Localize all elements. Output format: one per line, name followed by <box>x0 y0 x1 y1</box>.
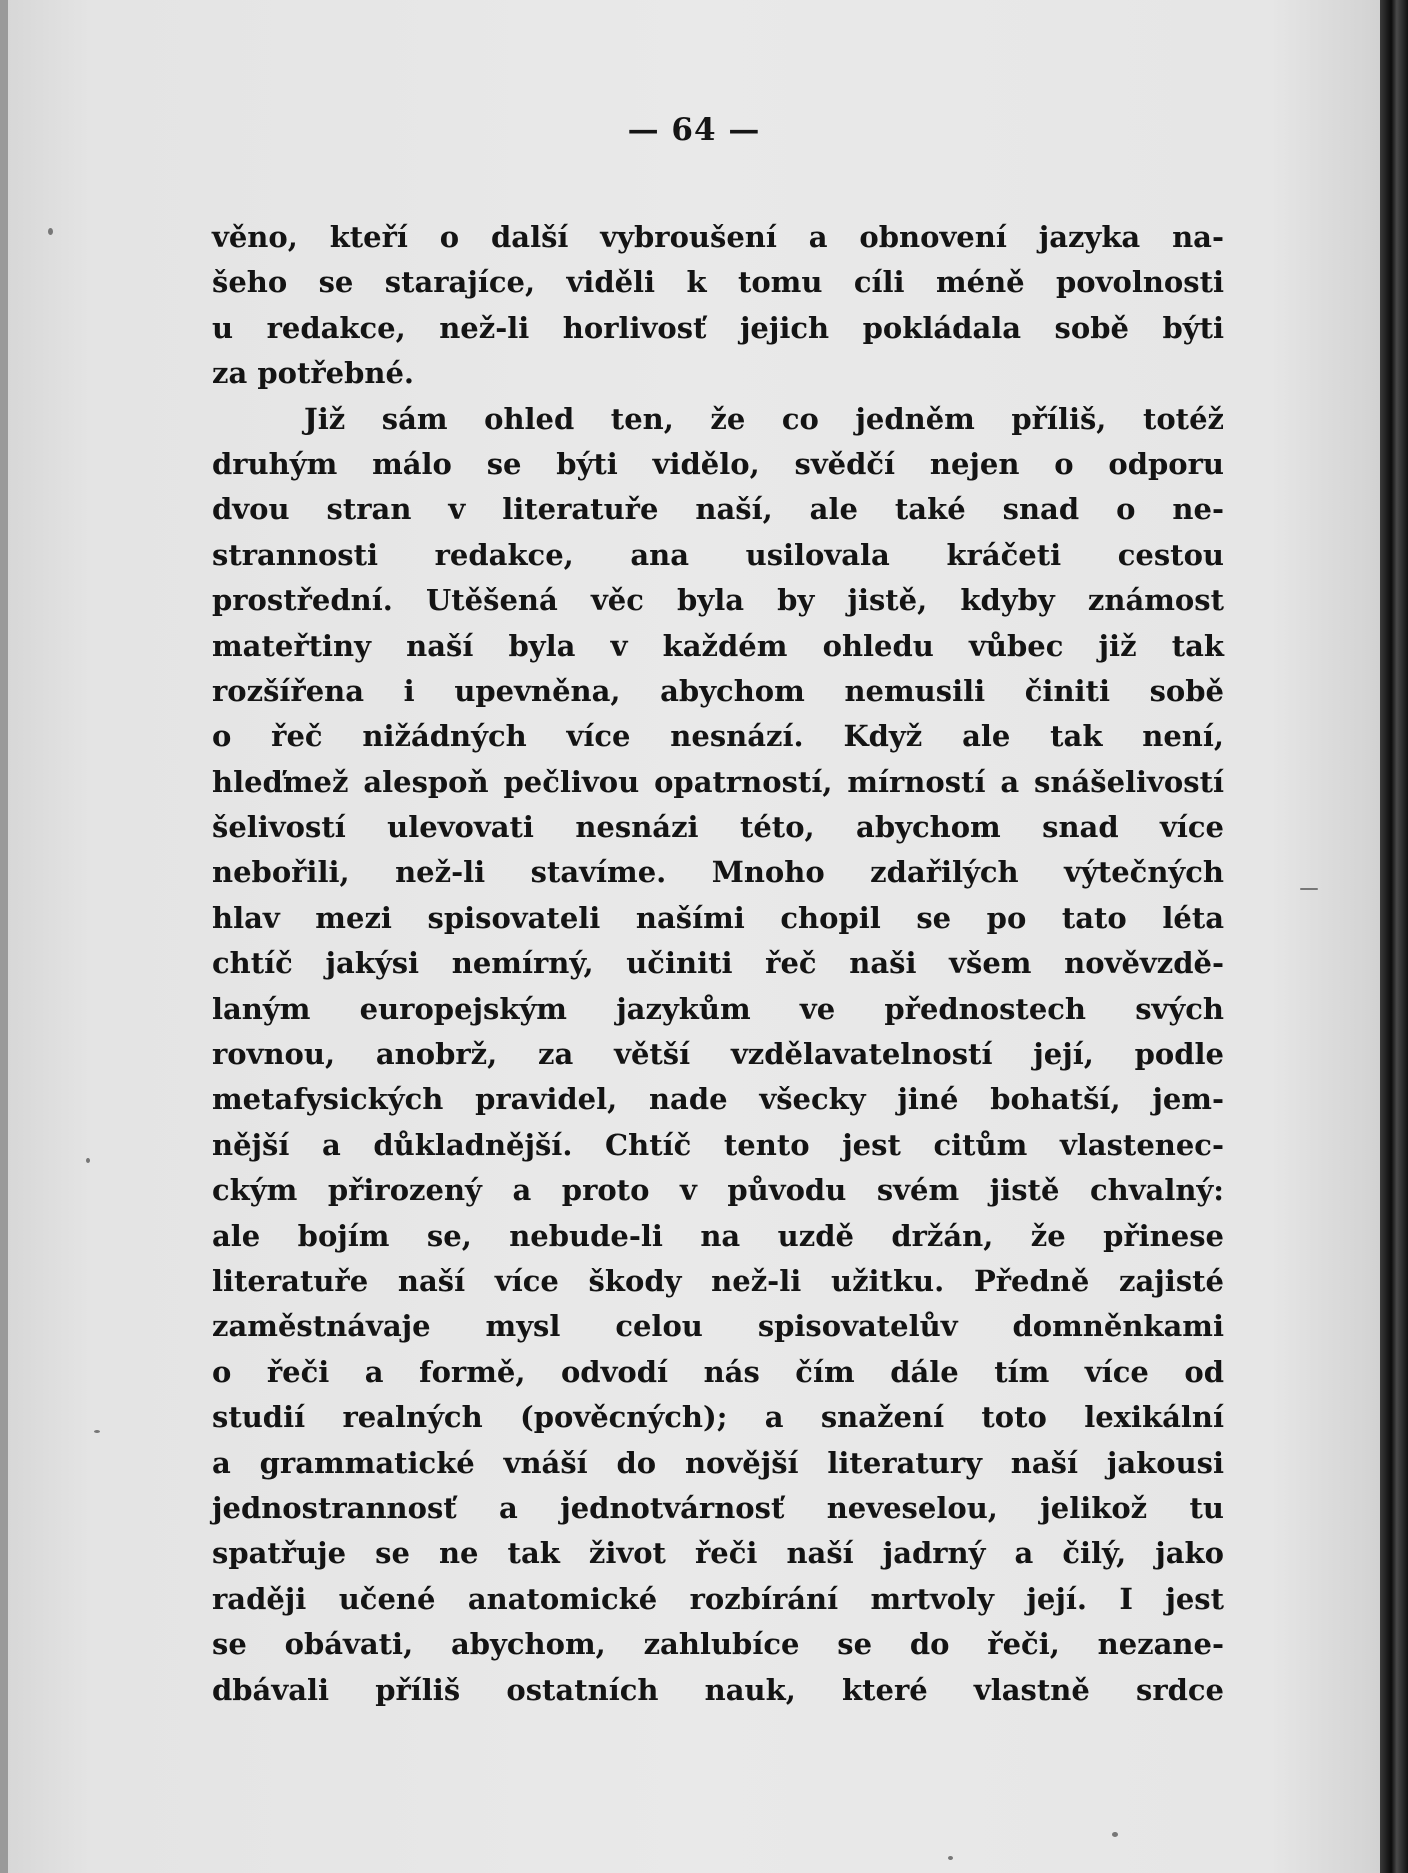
text-line: rozšířena i upevněna, abychom nemusili činiti sobě <box>212 673 1224 708</box>
text-line: ckým přirozený a proto v původu svém jistě chvalný: <box>212 1173 1224 1208</box>
text-line: raději učené anatomické rozbírání mrtvoly její. I jest <box>212 1581 1224 1616</box>
text-line: nebořili, než-li stavíme. Mnoho zdařilých výtečných <box>212 855 1224 890</box>
text-line: ale bojím se, nebude-li na uzdě držán, že přinese <box>212 1218 1224 1253</box>
text-line: chtíč jakýsi nemírný, učiniti řeč naši všem nověvzdě- <box>212 946 1224 981</box>
text-line: metafysických pravidel, nade všecky jiné bohatší, jem- <box>212 1082 1224 1117</box>
paper-speck <box>948 1856 953 1860</box>
book-page <box>8 0 1380 1873</box>
paper-speck <box>1112 1832 1118 1837</box>
text-line: studií realných (pověcných); a snažení toto lexikální <box>212 1400 1224 1435</box>
text-line: mateřtiny naší byla v každém ohledu vůbec již tak <box>212 628 1224 663</box>
paper-speck <box>86 1158 90 1163</box>
text-line: se obávati, abychom, zahlubíce se do řeči, nezane- <box>212 1627 1224 1662</box>
text-line: dbávali příliš ostatních nauk, které vlastně srdce <box>212 1672 1224 1707</box>
book-spine-shadow <box>1380 0 1408 1873</box>
text-line: prostřední. Utěšená věc byla by jistě, kdyby známost <box>212 583 1224 618</box>
text-line: šeho se starajíce, viděli k tomu cíli méně povolnosti <box>212 265 1224 300</box>
text-line: spatřuje se ne tak život řeči naší jadrný a čilý, jako <box>212 1536 1224 1571</box>
text-line: o řeč nižádných více nesnází. Když ale tak není, <box>212 719 1224 754</box>
text-line: literatuře naší více škody než-li užitku. Předně zajisté <box>212 1263 1224 1298</box>
page-left-edge <box>0 0 8 1873</box>
text-line: nější a důkladnější. Chtíč tento jest citům vlastenec- <box>212 1127 1224 1162</box>
paper-speck <box>48 228 53 235</box>
text-line: jednostrannosť a jednotvárnosť neveselou, jelikož tu <box>212 1490 1224 1525</box>
text-line: a grammatické vnáší do novější literatury naší jakousi <box>212 1445 1224 1480</box>
text-line: Již sám ohled ten, že co jedněm příliš, totéž <box>304 401 1224 436</box>
paper-speck <box>94 1430 100 1433</box>
text-line: laným europejským jazykům ve přednostech svých <box>212 991 1224 1026</box>
text-line: u redakce, než-li horlivosť jejich pokládala sobě býti <box>212 310 1224 345</box>
text-line: hlav mezi spisovateli našími chopil se po tato léta <box>212 900 1224 935</box>
text-line: zaměstnávaje mysl celou spisovatelův domněnkami <box>212 1309 1224 1344</box>
text-line: druhým málo se býti vidělo, svědčí nejen o odporu <box>212 446 1224 481</box>
text-line: o řeči a formě, odvodí nás čím dále tím více od <box>212 1354 1224 1389</box>
page-number: — 64 — <box>627 112 761 148</box>
text-line: věno, kteří o další vybroušení a obnovení jazyka na- <box>212 220 1224 254</box>
text-line: za potřebné. <box>212 356 415 391</box>
paper-speck <box>1300 888 1318 890</box>
text-line: strannosti redakce, ana usilovala kráčeti cestou <box>212 537 1224 572</box>
text-line: rovnou, anobrž, za větší vzdělavatelností její, podle <box>212 1037 1224 1072</box>
text-line: hleďmež alespoň pečlivou opatrností, mírností a snášelivostí <box>212 764 1224 799</box>
text-line: dvou stran v literatuře naší, ale také snad o ne- <box>212 492 1224 527</box>
text-line: šelivostí ulevovati nesnázi této, abychom snad více <box>212 810 1224 845</box>
body-text <box>212 215 1224 1713</box>
